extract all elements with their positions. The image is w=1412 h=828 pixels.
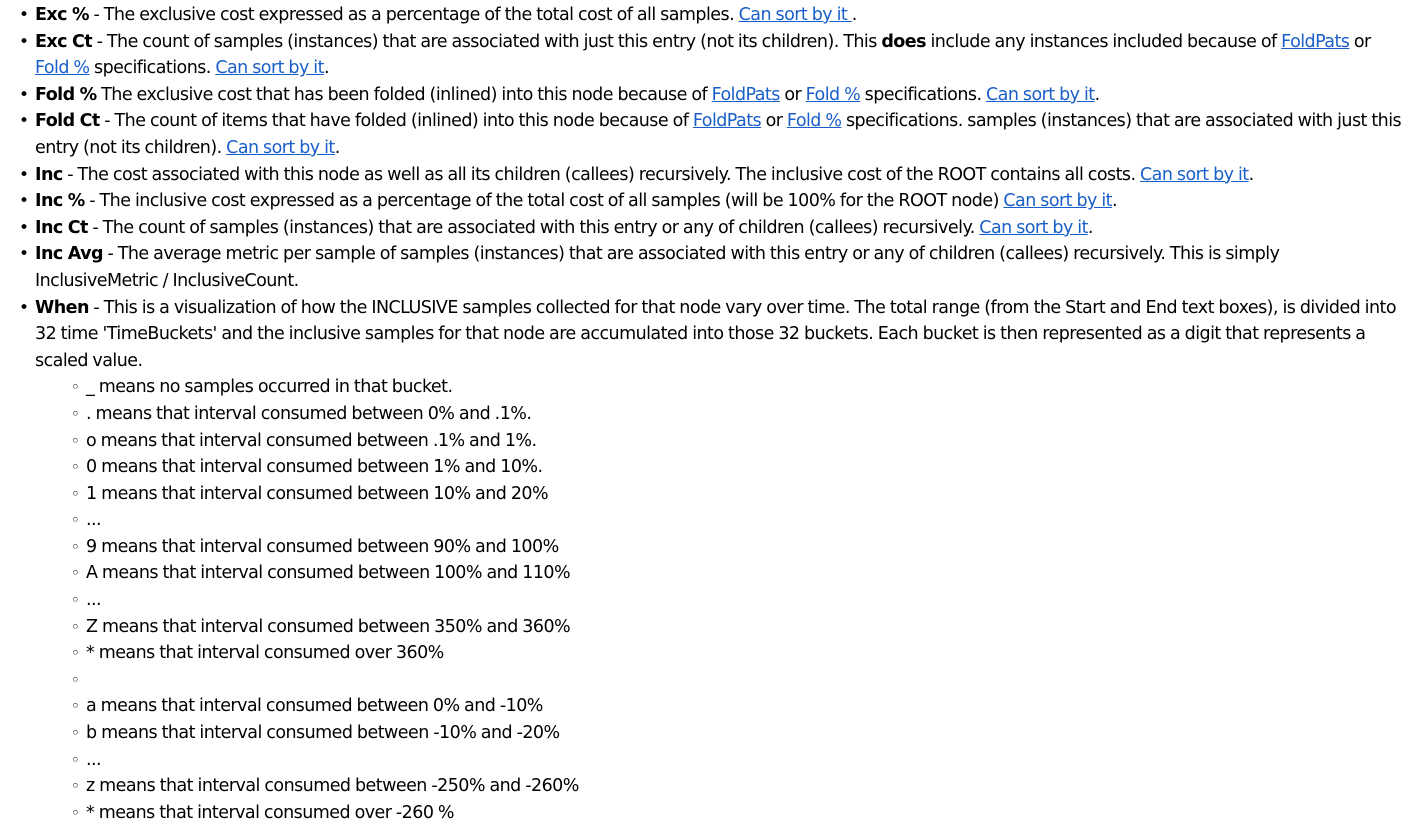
definition-fold-ct: • Fold Ct - The count of items that have folded (inlined) into this node because of FoldPats or Fold % specifications. samples (instances) that are associated with just this entry (not its children). Can sort by it.: [35, 108, 1404, 161]
term: Fold %: [35, 84, 97, 105]
description: This is a visualization of how the INCLUSIVE samples collected for that node vary over time. The total range (from the Start and End text boxes), is divided into 32 time 'TimeBuckets' and the inclusive samples for that node are accumulated into those 32 buckets. Each bucket is then represented as a digit that represents a scaled value.: [35, 297, 1397, 371]
description: The cost associated with this node as well as all its children (callees) recursively. The inclusive cost of the ROOT contains all costs.: [77, 164, 1141, 185]
description: The inclusive cost expressed as a percentage of the total cost of all samples (will be 100% for the ROOT node): [99, 191, 1004, 212]
definition-inc-avg: • Inc Avg - The average metric per sample of samples (instances) that are associated with this entry or any of children (callees) recursively. This is simply InclusiveMetric / InclusiveCount.: [35, 241, 1404, 294]
fold-pct-link[interactable]: Fold %: [805, 84, 861, 105]
list-item: ◦ * means that interval consumed over -260 %: [86, 800, 1404, 827]
list-item: [86, 667, 1404, 694]
column-definitions-list: [35, 2, 1404, 826]
list-item: ◦ a means that interval consumed between 0% and -10%: [86, 693, 1404, 720]
description: The exclusive cost expressed as a percentage of the total cost of all samples.: [103, 5, 739, 25]
list-item: ◦ o means that interval consumed between .1% and 1%.: [86, 428, 1404, 455]
can-sort-link[interactable]: Can sort by it: [979, 217, 1088, 238]
list-item: ◦ ...: [86, 507, 1404, 534]
term: Inc: [35, 164, 63, 185]
definition-when: • When - This is a visualization of how the INCLUSIVE samples collected for that node vary over time. The total range (from the Start and End text boxes), is divided into 32 time 'TimeBuckets' and the inclusive samples for that node are accumulated into those 32 buckets. Each bucket is then represented as a digit that represents a scaled value. ◦ _ means no samples occurred in that bucket. ◦ . means that interval consumed between 0% and .1%. ◦ o means that interval consumed between .1% and 1%. ◦ 0 means that interval consumed between 1% and 10%. ◦ 1 means that interval consumed between 10% and 20% ◦ ... ◦ 9 means that interval consumed between 90% and 100% ◦ A means that interval consumed between 100% and 110% ◦ ... ◦ Z means that interval consumed between 350% and 360% ◦ * means that interval consumed over 360% ◦ ◦ a means that interval consumed between 0% and -10% ◦ b means that interval consumed between -10% and -20% ◦ ... ◦ z means that interval consumed between -250% and -260% ◦ * means that interval consumed over -260 %: [35, 295, 1404, 827]
foldpats-link[interactable]: FoldPats: [711, 84, 780, 105]
term: Fold Ct: [35, 111, 100, 132]
list-item: ◦ ...: [86, 747, 1404, 774]
list-item: ◦ A means that interval consumed between 100% and 110%: [86, 560, 1404, 587]
term: Inc %: [35, 191, 85, 212]
fold-pct-link[interactable]: Fold %: [35, 58, 90, 79]
description: The exclusive cost that has been folded (inlined) into this node because of: [101, 84, 712, 105]
can-sort-link[interactable]: Can sort by it: [226, 137, 335, 158]
can-sort-link[interactable]: Can sort by it: [1003, 191, 1112, 212]
when-legend-list: [35, 374, 1404, 826]
description: The average metric per sample of samples (instances) that are associated with this entry or any of children (callees) recursively. This is simply InclusiveMetric / InclusiveCount.: [35, 244, 1280, 291]
term: When: [35, 297, 89, 318]
description: The count of samples (instances) that are associated with just this entry (not its children). This: [106, 31, 882, 52]
list-item: ◦ 0 means that interval consumed between 1% and 10%.: [86, 454, 1404, 481]
list-item: ◦ Z means that interval consumed between 350% and 360%: [86, 614, 1404, 641]
term: Exc Ct: [35, 31, 93, 52]
definition-inc-pct: • Inc % - The inclusive cost expressed as a percentage of the total cost of all samples (will be 100% for the ROOT node) Can sort by it.: [35, 188, 1404, 215]
can-sort-link[interactable]: Can sort by it: [215, 58, 324, 79]
list-item: ◦ . means that interval consumed between 0% and .1%.: [86, 401, 1404, 428]
list-item: ◦ * means that interval consumed over 360%: [86, 640, 1404, 667]
list-item: ◦ b means that interval consumed between -10% and -20%: [86, 720, 1404, 747]
foldpats-link[interactable]: FoldPats: [692, 111, 762, 132]
description: The count of items that have folded (inlined) into this node because of: [114, 111, 693, 132]
foldpats-link[interactable]: FoldPats: [1281, 31, 1350, 52]
list-item: ◦ _ means no samples occurred in that bucket.: [86, 374, 1404, 401]
can-sort-link[interactable]: Can sort by it: [1140, 164, 1249, 185]
definition-inc-ct: • Inc Ct - The count of samples (instances) that are associated with this entry or any of children (callees) recursively. Can sort by it.: [35, 215, 1404, 242]
term: Inc Avg: [35, 244, 103, 265]
emphasis: does: [881, 31, 926, 52]
list-item: ◦ 9 means that interval consumed between 90% and 100%: [86, 534, 1404, 561]
can-sort-link[interactable]: Can sort by it: [738, 5, 852, 25]
description: The count of samples (instances) that are associated with this entry or any of children (callees) recursively.: [102, 217, 980, 238]
term: Inc Ct: [35, 217, 88, 238]
definition-fold-pct: • Fold % The exclusive cost that has been folded (inlined) into this node because of FoldPats or Fold % specifications. Can sort by it.: [35, 82, 1404, 109]
definition-exc-ct: • Exc Ct - The count of samples (instances) that are associated with just this entry (not its children). This does include any instances included because of FoldPats or Fold % specifications. Can sort by it.: [35, 29, 1404, 82]
term: Exc %: [35, 5, 89, 25]
list-item: ◦ z means that interval consumed between -250% and -260%: [86, 773, 1404, 800]
can-sort-link[interactable]: Can sort by it: [985, 84, 1095, 105]
fold-pct-link[interactable]: Fold %: [786, 111, 842, 132]
list-item: ◦ ...: [86, 587, 1404, 614]
definition-inc: • Inc - The cost associated with this node as well as all its children (callees) recursively. The inclusive cost of the ROOT contains all costs. Can sort by it.: [35, 162, 1404, 189]
list-item: ◦ 1 means that interval consumed between 10% and 20%: [86, 481, 1404, 508]
definition-exc-pct: • Exc % - The exclusive cost expressed as a percentage of the total cost of all samples. Can sort by it .: [35, 2, 1404, 29]
